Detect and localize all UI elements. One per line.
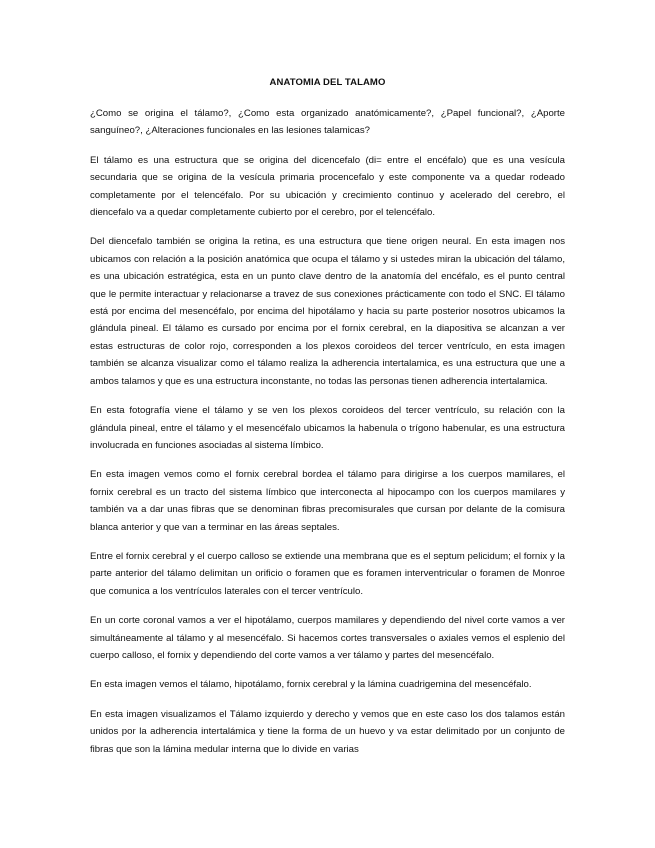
paragraph-thalamus-shape: En esta imagen visualizamos el Tálamo izquierdo y derecho y vemos que en este caso los dos talamos están unidos por la adherencia intertalámica y tiene la forma de un huevo y va estar delimitado por un conjunto de fibras que son la lámina medular interna que lo divide en varias (90, 708, 565, 755)
paragraph-origin: El tálamo es una estructura que se origina del dicencefalo (di= entre el encéfalo) que es una vesícula secundaria que se origina de la vesícula primaria procencefalo y este componente va a quedar rodeado completamente por el telencéfalo. Por su ubicación y crecimiento continuo y acelerado del cerebro, el diencefalo va a quedar completamente cubierto por el cerebro, por el telencéfalo. (90, 154, 565, 219)
paragraph-septum: Entre el fornix cerebral y el cuerpo calloso se extiende una membrana que es el septum pelicidum; el fornix y la parte anterior del tálamo delimitan un orificio o foramen que es foramen interventricular o foramen de Monroe que comunica a los ventrículos laterales con el tercer ventrículo. (90, 550, 565, 597)
paragraph-location: Del diencefalo también se origina la retina, es una estructura que tiene origen neural. En esta imagen nos ubicamos con relación a la posición anatómica que ocupa el tálamo y si ustedes miran la ubicación del tálamo, es una ubicación estratégica, esta en un punto clave dentro de la anatomía del encéfalo, es el punto central que le permite interactuar y relacionarse a travez de sus conexiones prácticamente con todo el SNC. El tálamo está por encima del mesencéfalo, por encima del hipotálamo y hacia su parte posterior nosotros ubicamos la glándula pineal. El tálamo es cursado por encima por el fornix cerebral, en la diapositiva se alcanzan a ver estas estructuras de color rojo, corresponden a los plexos coroideos del tercer ventrículo, en esta imagen también se alcanza visualizar como el tálamo realiza la adherencia intertalamica, es una estructura que une a ambos talamos y que es una estructura inconstante, no todas las personas tienen adherencia intertalamica. (90, 236, 565, 387)
paragraph-sections: En un corte coronal vamos a ver el hipotálamo, cuerpos mamilares y dependiendo del nivel corte vamos a ver simultáneamente al tálamo y al mesencéfalo. Si hacemos cortes transversales o axiales vemos el esplenio del cuerpo calloso, el fornix y dependiendo del corte vamos a ver tálamo y partes del mesencéfalo. (90, 615, 565, 661)
document-title: ANATOMIA DEL TALAMO (269, 77, 386, 88)
paragraph-questions: ¿Como se origina el tálamo?, ¿Como esta organizado anatómicamente?, ¿Papel funcional?, ¿Aporte sanguíneo?, ¿Alteraciones funcionales en las lesiones talamicas? (90, 108, 565, 137)
document-body (90, 70, 565, 770)
paragraph-photo: En esta fotografía viene el tálamo y se ven los plexos coroideos del tercer ventrículo, su relación con la glándula pineal, entre el tálamo y el mesencéfalo ubicamos la habenula o trígono habenular, es una estructura involucrada en funciones asociadas al sistema límbico. (90, 405, 565, 451)
paragraph-image-structures: En esta imagen vemos el tálamo, hipotálamo, fornix cerebral y la lámina cuadrigemina del mesencéfalo. (90, 679, 532, 691)
paragraph-fornix: En esta imagen vemos como el fornix cerebral bordea el tálamo para dirigirse a los cuerpos mamilares, el fornix cerebral es un tracto del sistema límbico que interconecta al hipocampo con los cuerpos mamilares y también va a dar unas fibras que se denominan fibras precomisurales que cursan por delante de la comisura blanca anterior y que van a terminar en las áreas septales. (90, 469, 565, 533)
